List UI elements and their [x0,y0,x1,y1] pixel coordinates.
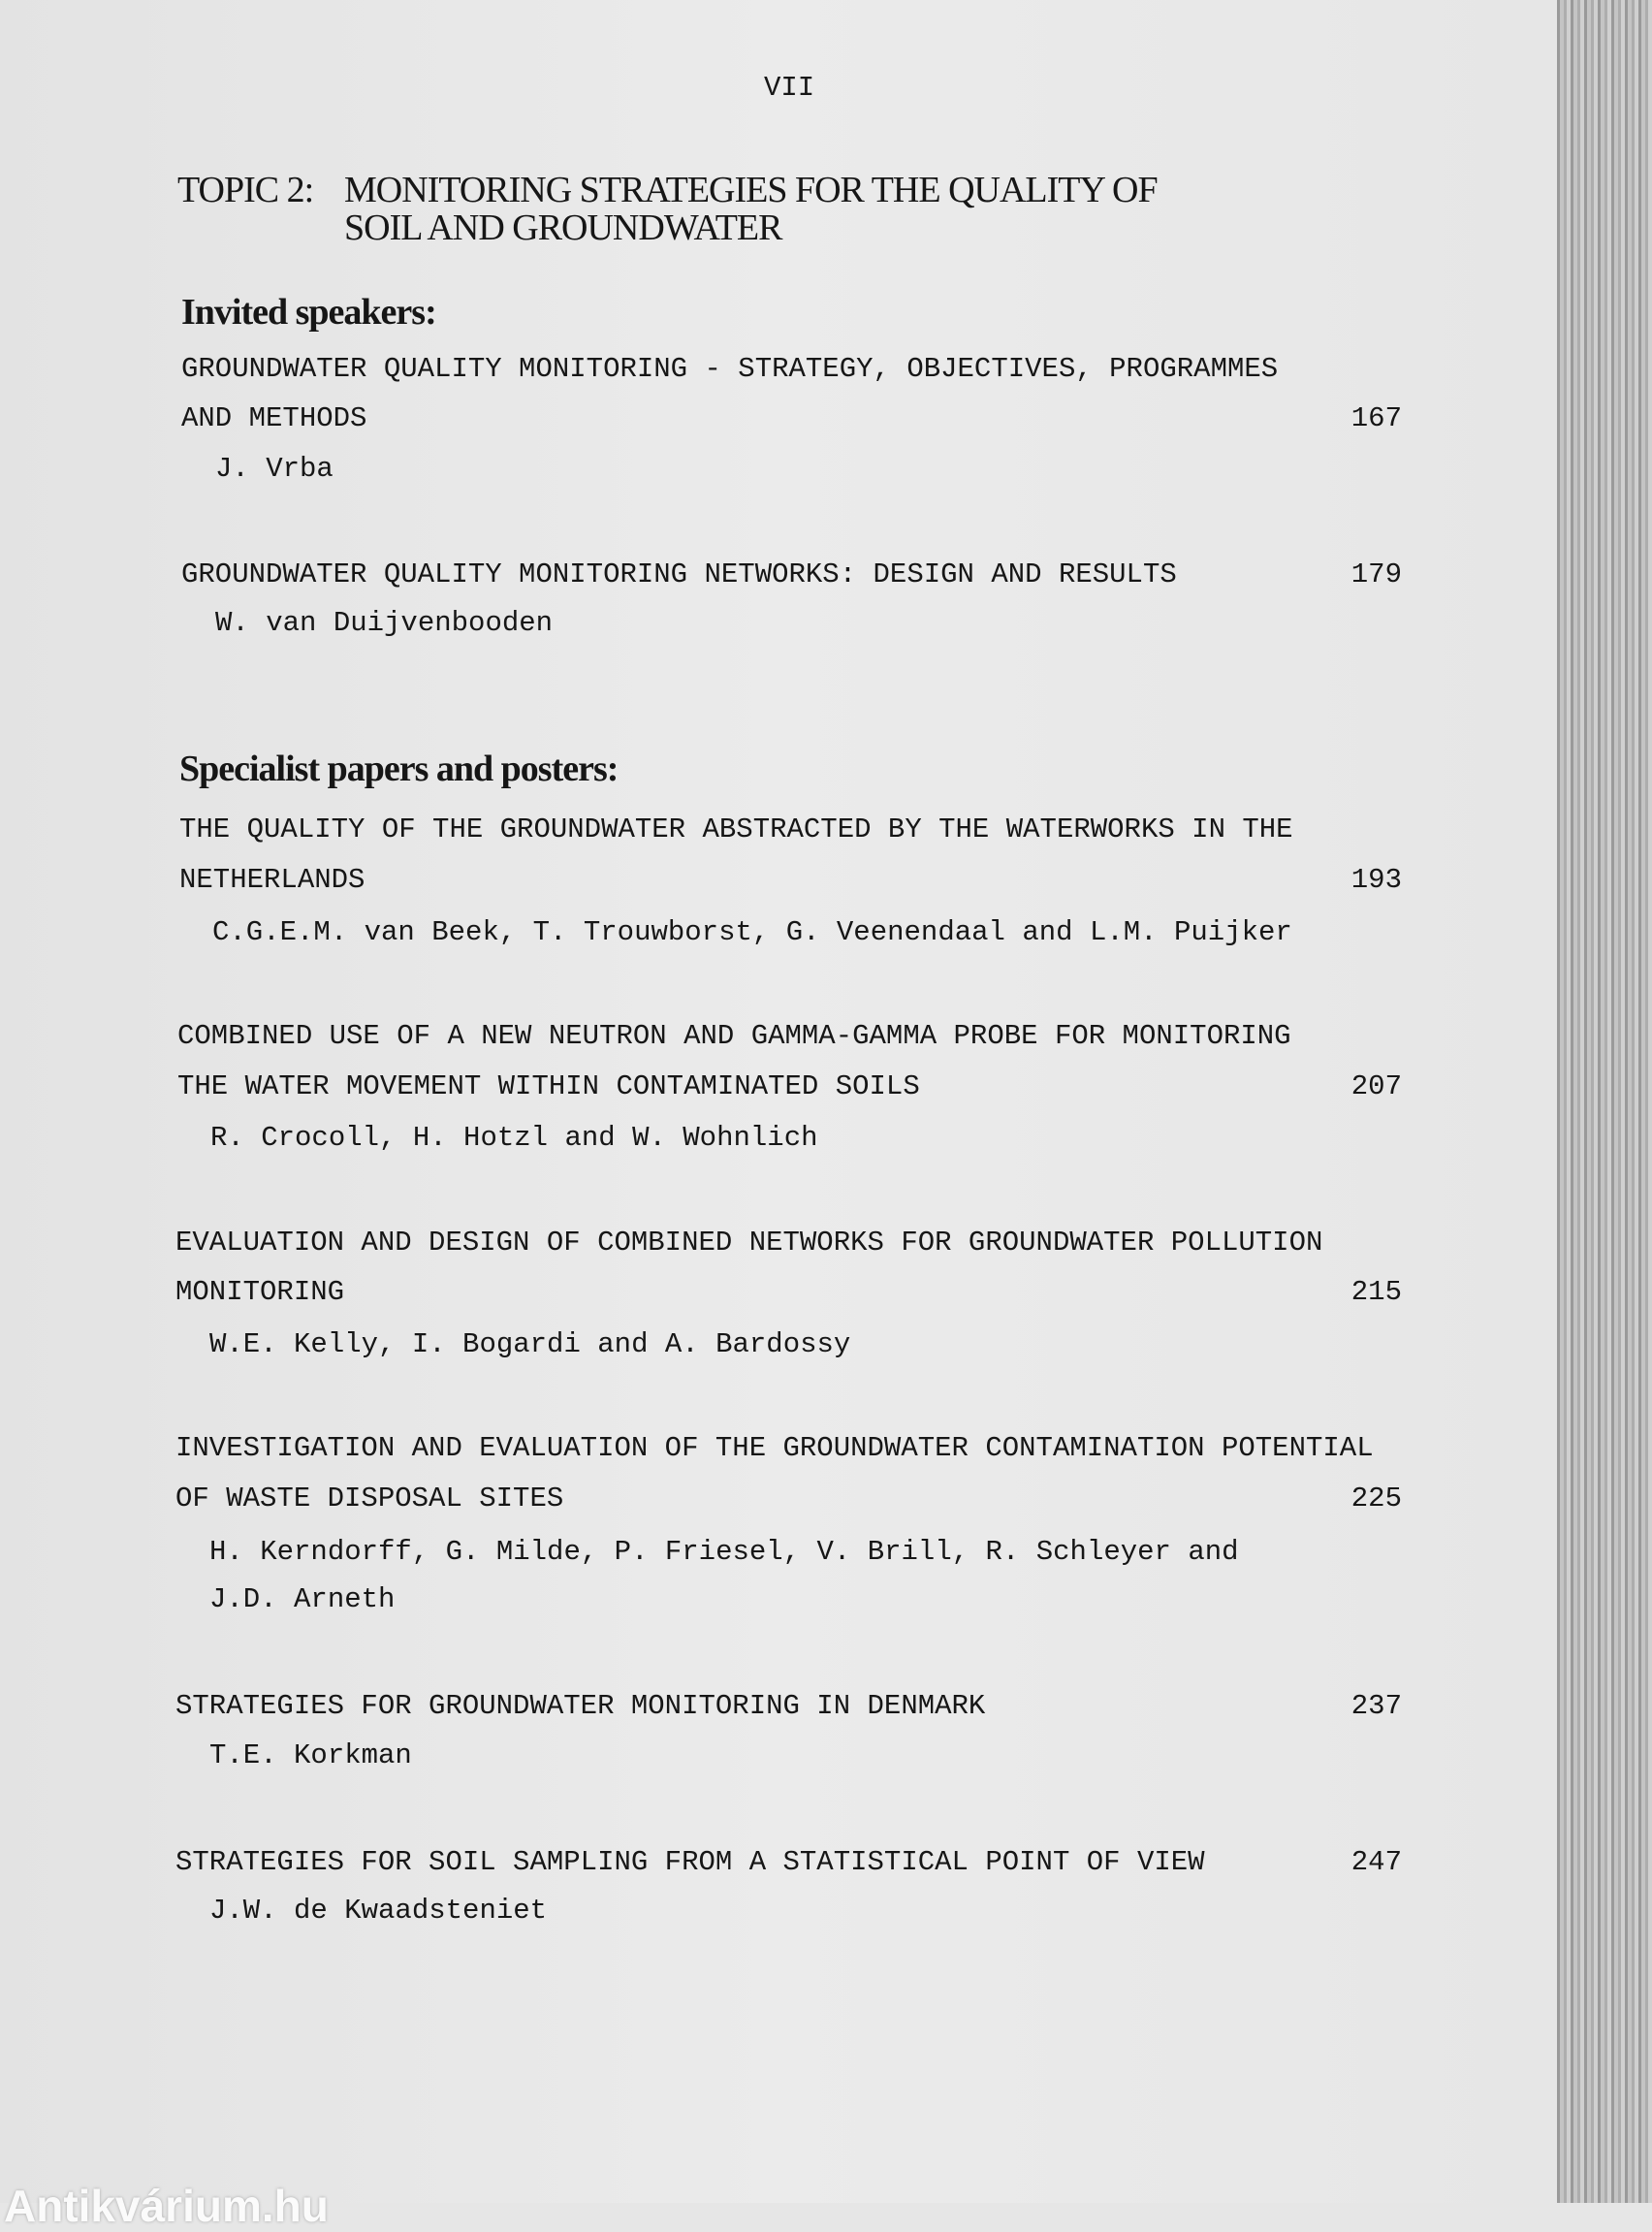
entry-title: MONITORING [175,1276,345,1308]
entry-authors: H. Kerndorff, G. Milde, P. Friesel, V. Brill, R. Schleyer and [209,1536,1239,1568]
entry-page: 247 [1350,1846,1402,1878]
entry-page: 193 [1350,864,1402,896]
entry-authors: W. van Duijvenbooden [215,607,554,639]
entry-title: OF WASTE DISPOSAL SITES [175,1483,564,1515]
entry-title: GROUNDWATER QUALITY MONITORING - STRATEGY, OBJECTIVES, PROGRAMMES [181,353,1279,385]
entry-title: INVESTIGATION AND EVALUATION OF THE GROUNDWATER CONTAMINATION POTENTIAL [175,1432,1374,1464]
entry-title: COMBINED USE OF A NEW NEUTRON AND GAMMA-GAMMA PROBE FOR MONITORING [177,1020,1291,1052]
entry-authors: R. Crocoll, H. Hotzl and W. Wohnlich [210,1122,818,1154]
entry-title: EVALUATION AND DESIGN OF COMBINED NETWORKS FOR GROUNDWATER POLLUTION [175,1227,1323,1259]
entry-page: 179 [1350,558,1402,590]
entry-title: AND METHODS [181,402,367,434]
entry-title: STRATEGIES FOR SOIL SAMPLING FROM A STATISTICAL POINT OF VIEW [175,1846,1205,1878]
entry-page: 207 [1350,1070,1402,1102]
invited-heading: Invited speakers: [181,292,436,333]
page-edge [1557,0,1652,2203]
watermark: Antikvárium.hu [4,2181,329,2231]
topic-title-line2: SOIL AND GROUNDWATER [344,207,782,248]
entry-title: THE QUALITY OF THE GROUNDWATER ABSTRACTED BY THE WATERWORKS IN THE [179,813,1293,845]
entry-authors: T.E. Korkman [209,1739,412,1771]
entry-page: 215 [1350,1276,1402,1308]
entry-title: NETHERLANDS [179,864,365,896]
topic-label: TOPIC 2: [177,170,314,210]
entry-page: 225 [1350,1483,1402,1515]
entry-authors: J.D. Arneth [209,1583,396,1615]
entry-authors: W.E. Kelly, I. Bogardi and A. Bardossy [209,1328,851,1360]
entry-authors: J. Vrba [215,453,334,485]
entry-authors: C.G.E.M. van Beek, T. Trouwborst, G. Veenendaal and L.M. Puijker [212,916,1292,948]
page-number: VII [764,72,815,104]
entry-page: 237 [1350,1690,1402,1722]
entry-authors: J.W. de Kwaadsteniet [209,1895,548,1927]
entry-page: 167 [1350,402,1402,434]
topic-title-line1: MONITORING STRATEGIES FOR THE QUALITY OF [344,170,1158,210]
entry-title: STRATEGIES FOR GROUNDWATER MONITORING IN DENMARK [175,1690,986,1722]
entry-title: GROUNDWATER QUALITY MONITORING NETWORKS: DESIGN AND RESULTS [181,558,1177,590]
specialist-heading: Specialist papers and posters: [179,749,619,789]
entry-title: THE WATER MOVEMENT WITHIN CONTAMINATED SOILS [177,1070,920,1102]
